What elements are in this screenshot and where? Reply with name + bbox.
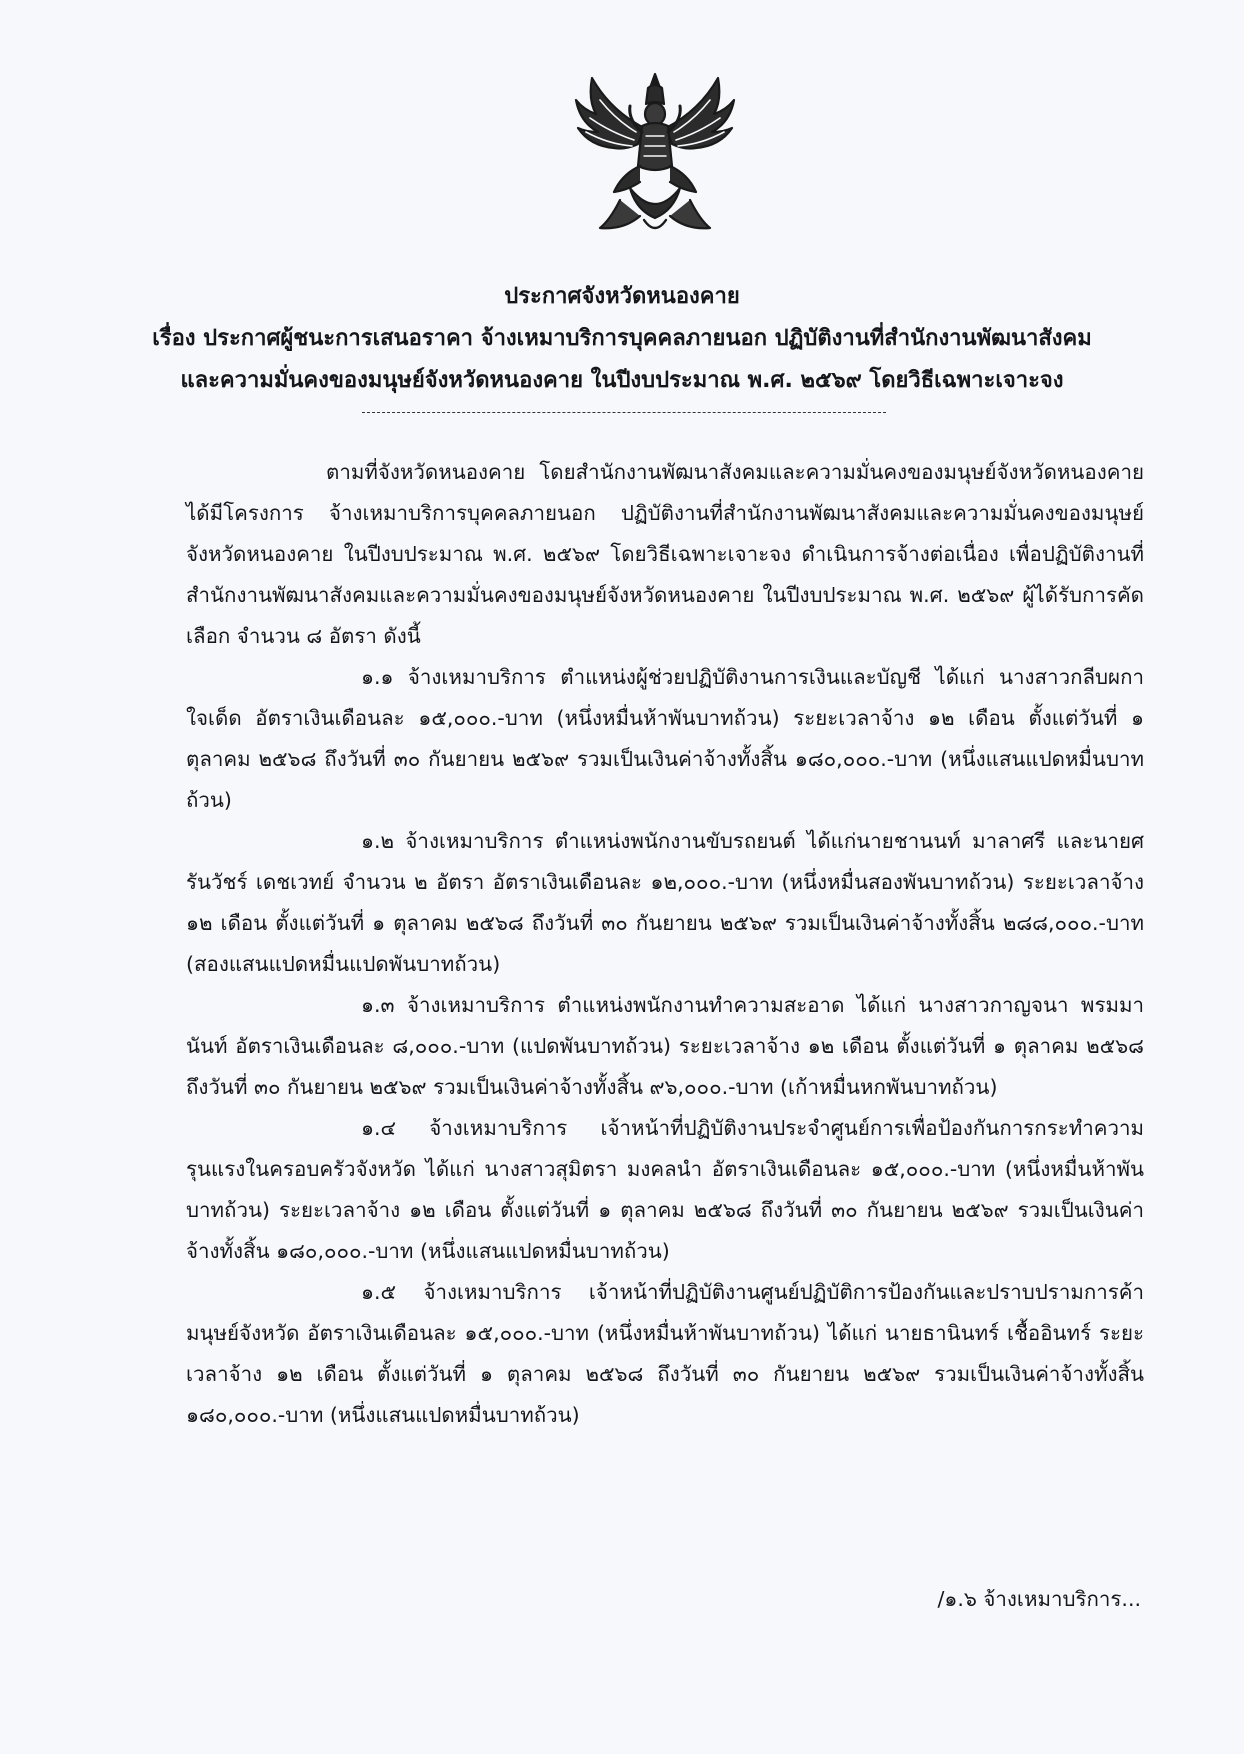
title-line: เรื่อง ประกาศผู้ชนะการเสนอราคา จ้างเหมาบริการบุคคลภายนอก ปฏิบัติงานที่สำนักงานพัฒนาสังคม <box>152 326 1092 351</box>
garuda-emblem-icon <box>570 70 740 238</box>
continuation-note: /๑.๖ จ้างเหมาบริการ... <box>937 1587 1141 1611</box>
document-body <box>186 452 1144 1436</box>
title-separator <box>362 412 886 413</box>
title-line: ประกาศจังหวัดหนองคาย <box>504 284 740 309</box>
intro-paragraph: ตามที่จังหวัดหนองคาย โดยสำนักงานพัฒนาสังคมและความมั่นคงของมนุษย์จังหวัดหนองคาย ได้มีโครงการ จ้างเหมาบริการบุคคลภายนอก ปฏิบัติงานที่สำนักงานพัฒนาสังคมและความมั่นคงของมนุษย์จังหวัดหนองคาย ในปีงบประมาณ พ.ศ. ๒๕๖๙ โดยวิธีเฉพาะเจาะจง ดำเนินการจ้างต่อเนื่อง เพื่อปฏิบัติงานที่สำนักงานพัฒนาสังคมและความมั่นคงของมนุษย์จังหวัดหนองคาย ในปีงบประมาณ พ.ศ. ๒๕๖๙ ผู้ได้รับการคัดเลือก จำนวน ๘ อัตรา ดังนี้ <box>186 460 1144 648</box>
document-title <box>100 276 1144 402</box>
list-item: ๑.๕ จ้างเหมาบริการ เจ้าหน้าที่ปฏิบัติงานศูนย์ปฏิบัติการป้องกันและปราบปรามการค้ามนุษย์จังหวัด อัตราเงินเดือนละ ๑๕,๐๐๐.-บาท (หนึ่งหมื่นห้าพันบาทถ้วน) ได้แก่ นายธานินทร์ เชื้ออินทร์ ระยะเวลาจ้าง ๑๒ เดือน ตั้งแต่วันที่ ๑ ตุลาคม ๒๕๖๘ ถึงวันที่ ๓๐ กันยายน ๒๕๖๙ รวมเป็นเงินค่าจ้างทั้งสิ้น ๑๘๐,๐๐๐.-บาท (หนึ่งแสนแปดหมื่นบาทถ้วน) <box>186 1280 1144 1427</box>
list-item: ๑.๒ จ้างเหมาบริการ ตำแหน่งพนักงานขับรถยนต์ ได้แก่นายชานนท์ มาลาศรี และนายศรันวัชร์ เดชเวทย์ จำนวน ๒ อัตรา อัตราเงินเดือนละ ๑๒,๐๐๐.-บาท (หนึ่งหมื่นสองพันบาทถ้วน) ระยะเวลาจ้าง ๑๒ เดือน ตั้งแต่วันที่ ๑ ตุลาคม ๒๕๖๘ ถึงวันที่ ๓๐ กันยายน ๒๕๖๙ รวมเป็นเงินค่าจ้างทั้งสิ้น ๒๘๘,๐๐๐.-บาท (สองแสนแปดหมื่นแปดพันบาทถ้วน) <box>186 829 1144 976</box>
list-item: ๑.๓ จ้างเหมาบริการ ตำแหน่งพนักงานทำความสะอาด ได้แก่ นางสาวกาญจนา พรมมานันท์ อัตราเงินเดือนละ ๘,๐๐๐.-บาท (แปดพันบาทถ้วน) ระยะเวลาจ้าง ๑๒ เดือน ตั้งแต่วันที่ ๑ ตุลาคม ๒๕๖๘ ถึงวันที่ ๓๐ กันยายน ๒๕๖๙ รวมเป็นเงินค่าจ้างทั้งสิ้น ๙๖,๐๐๐.-บาท (เก้าหมื่นหกพันบาทถ้วน) <box>186 993 1144 1099</box>
list-item: ๑.๔ จ้างเหมาบริการ เจ้าหน้าที่ปฏิบัติงานประจำศูนย์การเพื่อป้องกันการกระทำความรุนแรงในครอบครัวจังหวัด ได้แก่ นางสาวสุมิตรา มงคลนำ อัตราเงินเดือนละ ๑๕,๐๐๐.-บาท (หนึ่งหมื่นห้าพันบาทถ้วน) ระยะเวลาจ้าง ๑๒ เดือน ตั้งแต่วันที่ ๑ ตุลาคม ๒๕๖๘ ถึงวันที่ ๓๐ กันยายน ๒๕๖๙ รวมเป็นเงินค่าจ้างทั้งสิ้น ๑๘๐,๐๐๐.-บาท (หนึ่งแสนแปดหมื่นบาทถ้วน) <box>186 1116 1144 1263</box>
title-line: และความมั่นคงของมนุษย์จังหวัดหนองคาย ในปีงบประมาณ พ.ศ. ๒๕๖๙ โดยวิธีเฉพาะเจาะจง <box>180 368 1064 393</box>
list-item: ๑.๑ จ้างเหมาบริการ ตำแหน่งผู้ช่วยปฏิบัติงานการเงินและบัญชี ได้แก่ นางสาวกลีบผกา ใจเด็ด อัตราเงินเดือนละ ๑๕,๐๐๐.-บาท (หนึ่งหมื่นห้าพันบาทถ้วน) ระยะเวลาจ้าง ๑๒ เดือน ตั้งแต่วันที่ ๑ ตุลาคม ๒๕๖๘ ถึงวันที่ ๓๐ กันยายน ๒๕๖๙ รวมเป็นเงินค่าจ้างทั้งสิ้น ๑๘๐,๐๐๐.-บาท (หนึ่งแสนแปดหมื่นบาทถ้วน) <box>186 665 1144 812</box>
